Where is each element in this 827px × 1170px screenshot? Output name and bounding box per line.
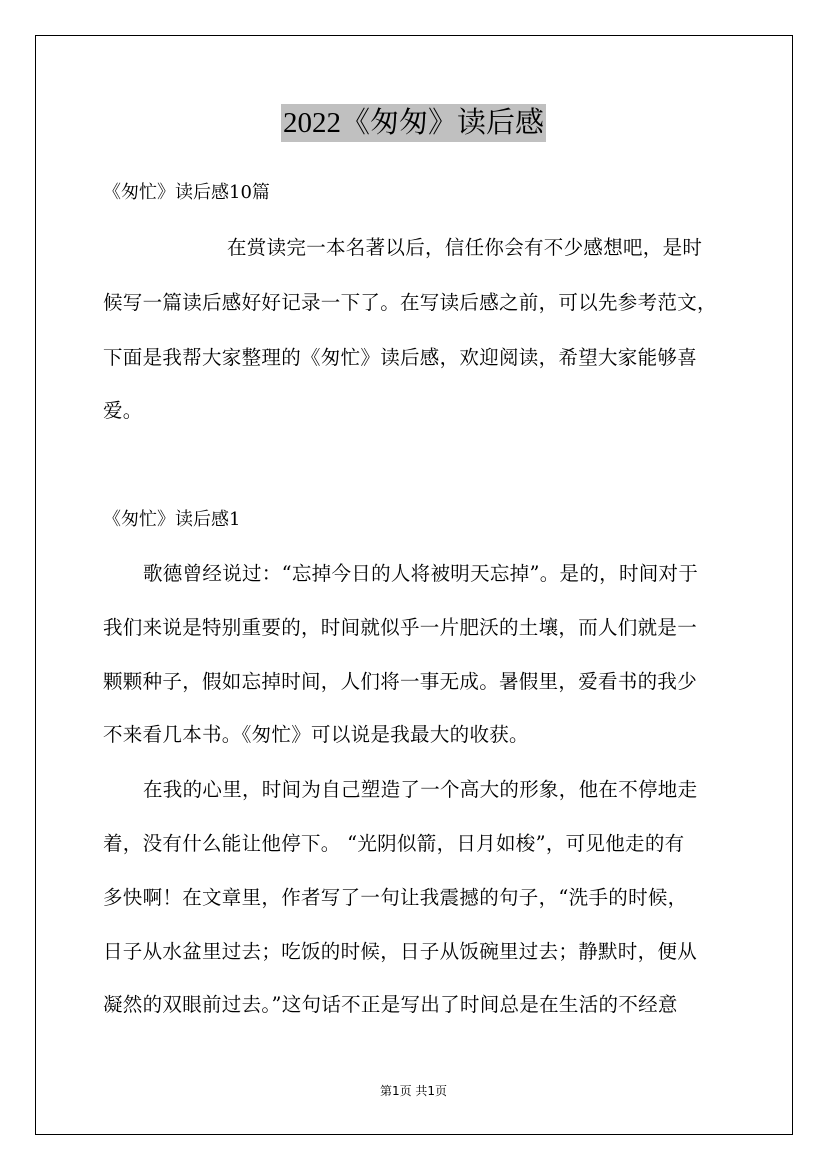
intro-line: 下面是我帮大家整理的《匆忙》读后感，欢迎阅读，希望大家能够喜 bbox=[103, 346, 698, 369]
paragraph-line: 我们来说是特别重要的，时间就似乎一片肥沃的土壤，而人们就是一 bbox=[103, 616, 698, 639]
intro-line: 爱。 bbox=[103, 399, 143, 422]
paragraph-line: 颗颗种子，假如忘掉时间，人们将一事无成。暑假里，爱看书的我少 bbox=[103, 670, 698, 693]
paragraph-line: 凝然的双眼前过去。”这句话不正是写出了时间总是在生活的不经意 bbox=[103, 993, 678, 1016]
document-subtitle: 《匆忙》读后感10篇 bbox=[103, 182, 270, 203]
document-title bbox=[0, 104, 827, 146]
paragraph-line: 多快啊！在文章里，作者写了一句让我震撼的句子，“洗手的时候， bbox=[103, 886, 688, 909]
paragraph-line: 着，没有什么能让他停下。 “光阴似箭，日月如梭”，可见他走的有 bbox=[103, 832, 685, 855]
page-footer: 第1页 共1页 bbox=[379, 1084, 448, 1098]
paragraph-line: 不来看几本书。《匆忙》可以说是我最大的收获。 bbox=[103, 723, 529, 746]
section-heading: 《匆忙》读后感1 bbox=[103, 509, 241, 530]
paragraph-line: 歌德曾经说过：“忘掉今日的人将被明天忘掉”。是的，时间对于 bbox=[143, 562, 699, 585]
intro-line: 候写一篇读后感好好记录一下了。在写读后感之前，可以先参考范文， bbox=[103, 291, 717, 314]
paragraph-line: 在我的心里，时间为自己塑造了一个高大的形象，他在不停地走 bbox=[143, 778, 698, 801]
document-title-text: 2022《匆匆》读后感 bbox=[281, 104, 546, 142]
paragraph-line: 日子从水盆里过去；吃饭的时候，日子从饭碗里过去；静默时，便从 bbox=[103, 940, 698, 963]
intro-line: 在赏读完一本名著以后，信任你会有不少感想吧，是时 bbox=[227, 236, 703, 259]
